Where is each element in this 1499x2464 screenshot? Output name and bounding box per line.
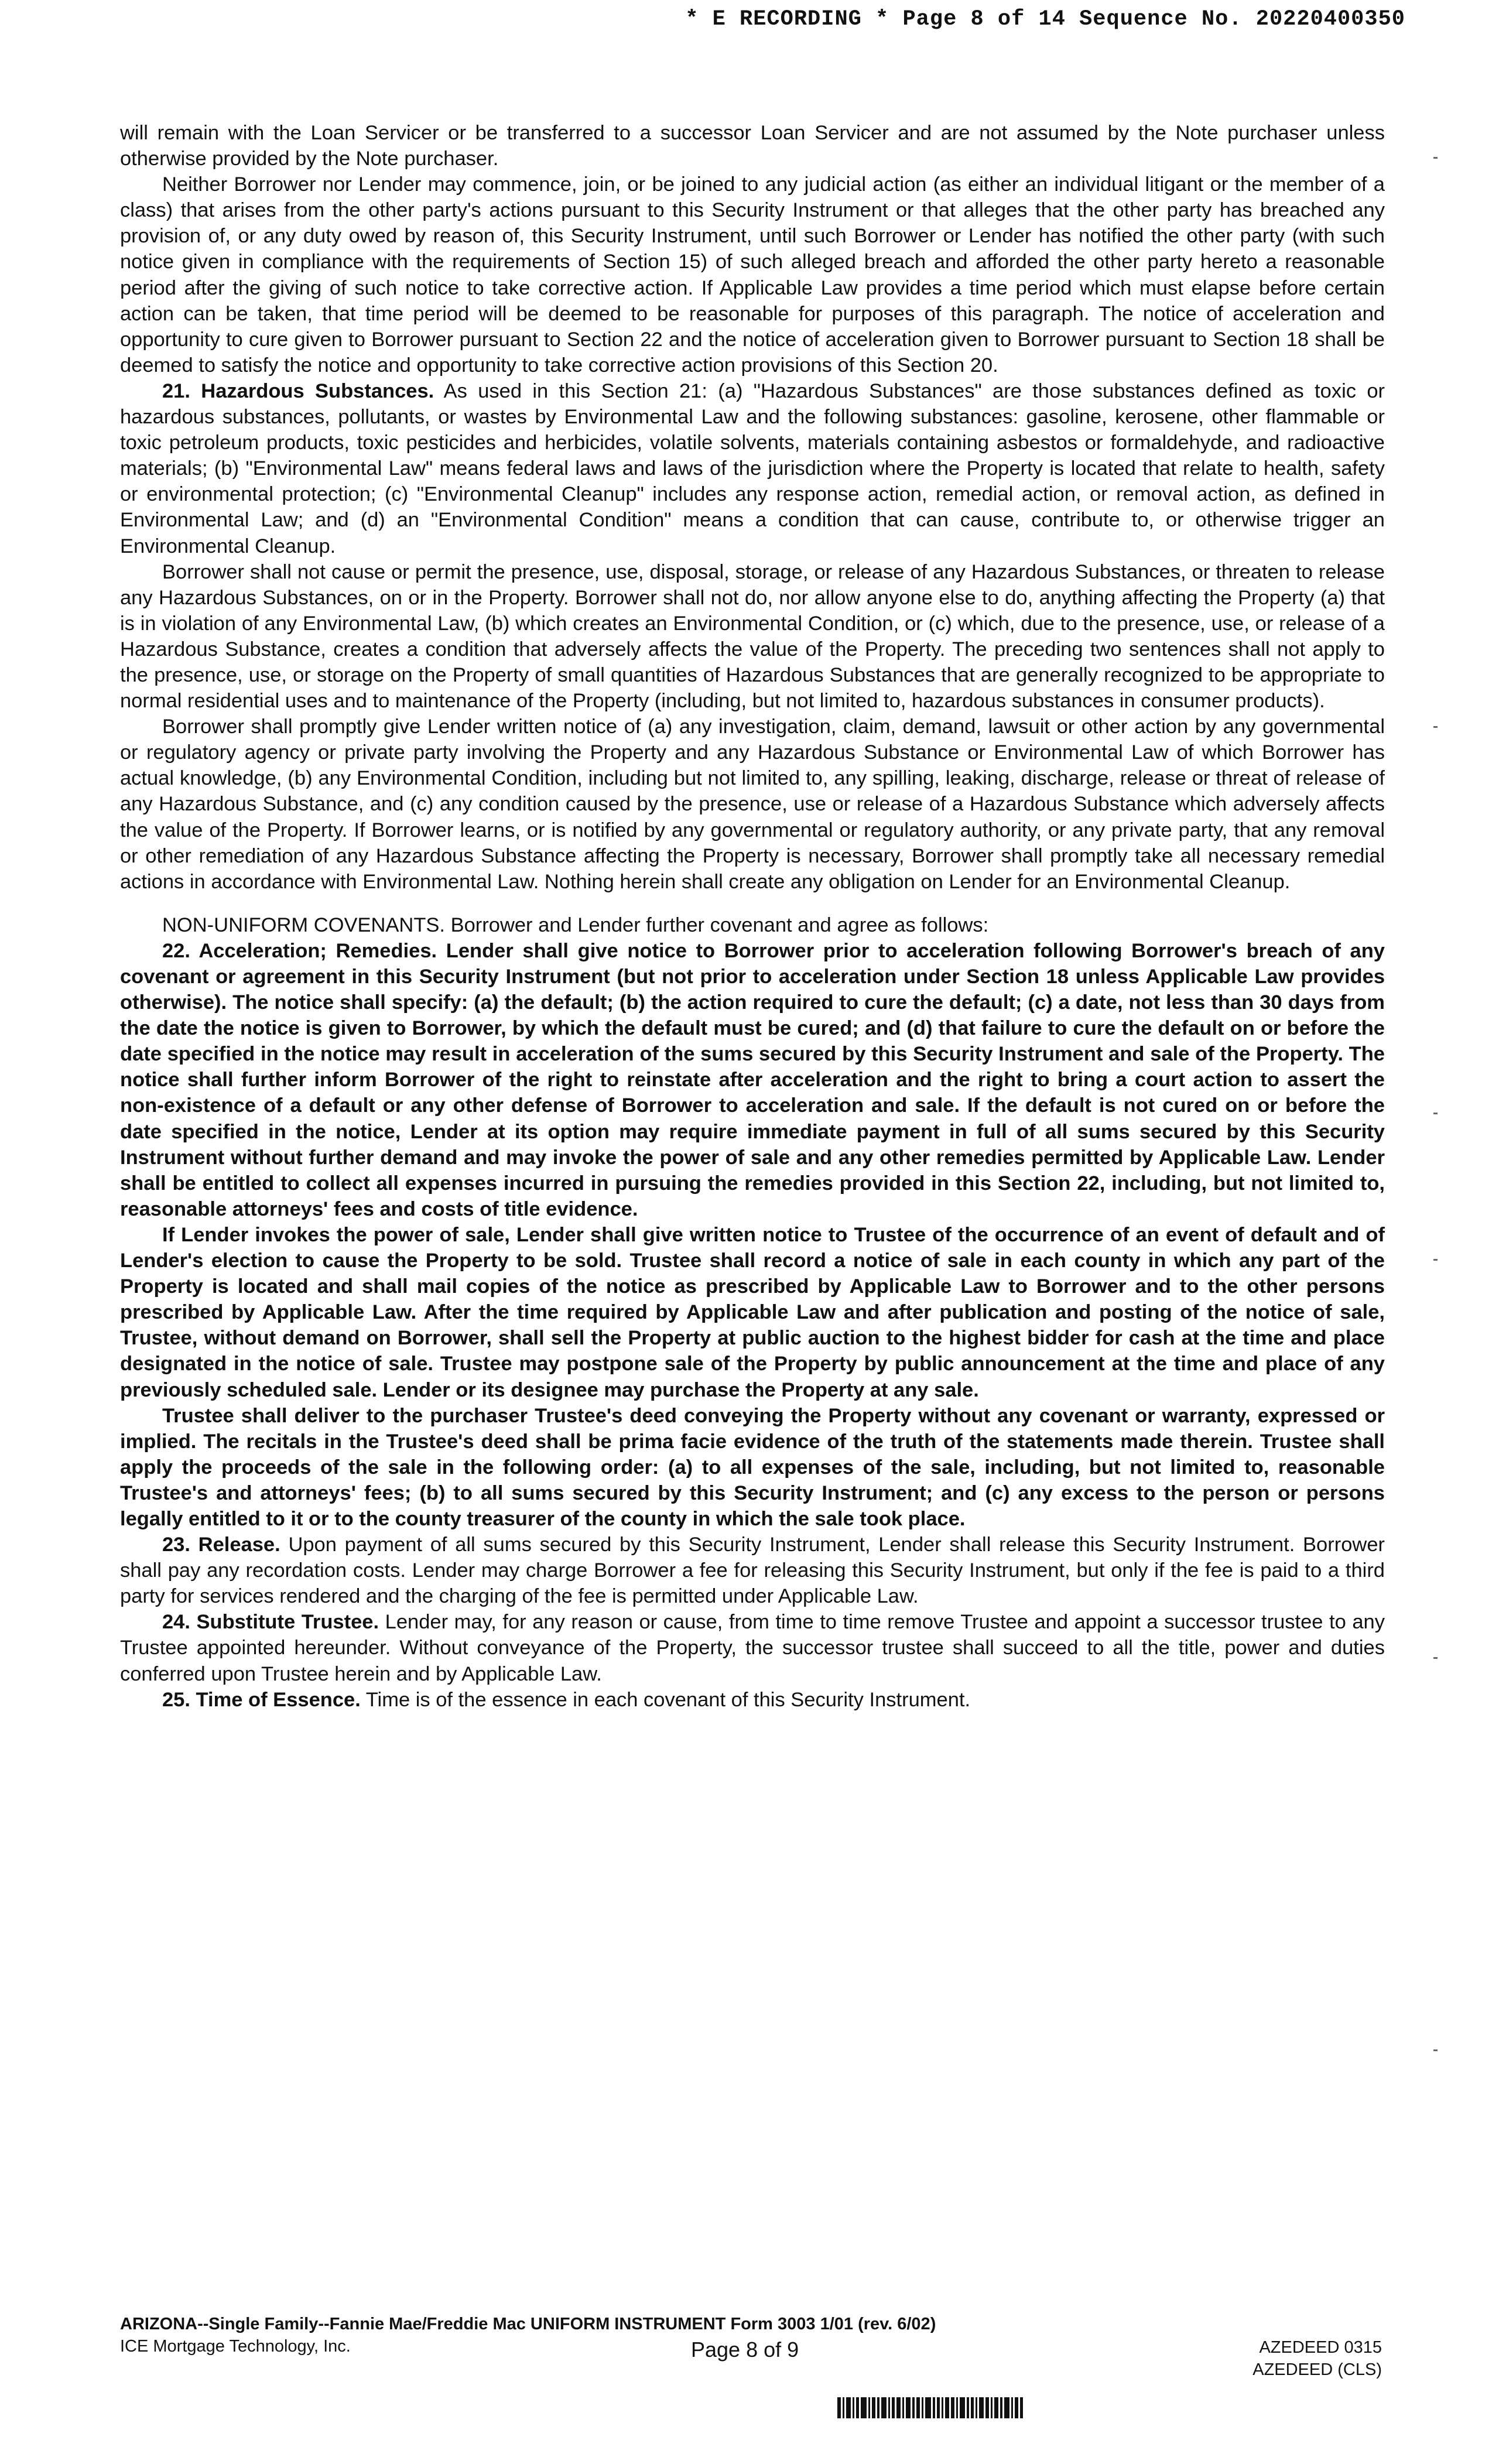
section-24-text: Lender may, for any reason or cause, from time to time remove Trustee and appoint a successor trustee to any Trustee appointed hereunder. Without conveyance of the Property, the successor trustee shall succeed to all the title, power and duties conferred upon Trustee herein and by Applicable Law. — [120, 1611, 1385, 1685]
section-21-heading: 21. Hazardous Substances. — [162, 379, 434, 402]
footer-form-info — [120, 2313, 936, 2357]
recording-header: * E RECORDING * Page 8 of 14 Sequence No. 20220400350 — [685, 7, 1405, 32]
footer-form-codes — [1252, 2336, 1382, 2381]
footer-company: ICE Mortgage Technology, Inc. — [120, 2337, 351, 2356]
section-23-text: Upon payment of all sums secured by this Security Instrument, Lender shall release this Security Instrument. Borrower shall pay any recordation costs. Lender may charge Borrower a fee for releasing this Security Instrument, but only if the fee is paid to a third party for services rendered and the charging of the fee is permitted under Applicable Law. — [120, 1534, 1385, 1608]
section-22-power-of-sale: If Lender invokes the power of sale, Lender shall give written notice to Trustee of the occurrence of an event of default and of Lender's election to cause the Property to be sold. Trustee shall record a notice of sale in each county in which any part of the Property is located and shall mail copies of the notice as prescribed by Applicable Law to Borrower and to the other persons prescribed by Applicable Law. After the time required by Applicable Law and after publication and posting of the notice of sale, Trustee, without demand on Borrower, shall sell the Property at public auction to the highest bidder for cash at the time and place designated in the notice of sale. Trustee may postpone sale of the Property by public announcement at the time and place of any previously scheduled sale. Lender or its designee may purchase the Property at any sale. — [120, 1223, 1385, 1401]
section-23-heading: 23. Release. — [162, 1534, 280, 1556]
paragraph-section-20: Neither Borrower nor Lender may commence, join, or be joined to any judicial action (as either an individual litigant or the member of a class) that arises from the other party's actions pursuant to this Security Instrument or that alleges that the other party has breached any provision of, or any duty owed by reason of, this Security Instrument, until such Borrower or Lender has notified the other party (with such notice given in compliance with the requirements of Section 15) of such alleged breach and afforded the other party hereto a reasonable period after the giving of such notice to take corrective action. If Applicable Law provides a time period which must elapse before certain action can be taken, that time period will be deemed to be reasonable for purposes of this paragraph. The notice of acceleration and opportunity to cure given to Borrower pursuant to Section 22 and the notice of acceleration given to Borrower pursuant to Section 18 shall be deemed to satisfy the notice and opportunity to take corrective action provisions of this Section 20. — [120, 173, 1385, 377]
paragraph-hazard-3: Borrower shall promptly give Lender written notice of (a) any investigation, claim, demand, lawsuit or other action by any governmental or regulatory agency or private party involving the Property and any Hazardous Substance or Environmental Law of which Borrower has actual knowledge, (b) any Environmental Condition, including but not limited to, any spilling, leaking, discharge, release or threat of release of any Hazardous Substance, and (c) any condition caused by the presence, use or release of a Hazardous Substance which adversely affects the value of the Property. If Borrower learns, or is notified by any governmental or regulatory authority, or any private party, that any removal or other remediation of any Hazardous Substance affecting the Property is necessary, Borrower shall promptly take all necessary remedial actions in accordance with Environmental Law. Nothing herein shall create any obligation on Lender for an Environmental Cleanup. — [120, 716, 1385, 893]
section-25-text: Time is of the essence in each covenant of this Security Instrument. — [360, 1688, 971, 1711]
barcode — [837, 2397, 1031, 2418]
section-25-heading: 25. Time of Essence. — [162, 1688, 361, 1711]
paragraph-hazard-2: Borrower shall not cause or permit the presence, use, disposal, storage, or release of any Hazardous Substances, or threaten to release any Hazardous Substances, on or in the Property. Borrower shall not do, nor allow anyone else to do, anything affecting the Property (a) that is in violation of any Environmental Law, (b) which creates an Environmental Condition, or (c) which, due to the presence, use, or release of a Hazardous Substance, creates a condition that adversely affects the value of the Property. The preceding two sentences shall not apply to the presence, use, or storage on the Property of small quantities of Hazardous Substances that are generally recognized to be appropriate to normal residential uses and to maintenance of the Property (including, but not limited to, hazardous substances in consumer products). — [120, 560, 1385, 713]
non-uniform-covenants: NON-UNIFORM COVENANTS. Borrower and Lender further covenant and agree as follows: — [162, 913, 989, 936]
paragraph-continued: will remain with the Loan Servicer or be transferred to a successor Loan Servicer and are not assumed by the Note purchaser unless otherwise provided by the Note purchaser. — [120, 122, 1385, 170]
document-body — [120, 120, 1385, 1713]
section-24-heading: 24. Substitute Trustee. — [162, 1611, 379, 1634]
section-21 — [120, 378, 1385, 559]
section-22: 22. Acceleration; Remedies. Lender shall give notice to Borrower prior to acceleration following Borrower's breach of any covenant or agreement in this Security Instrument (but not prior to acceleration under Section 18 unless Applicable Law provides otherwise). The notice shall specify: (a) the default; (b) the action required to cure the default; (c) a date, not less than 30 days from the date the notice is given to Borrower, by which the default must be cured; and (d) that failure to cure the default on or before the date specified in the notice may result in acceleration of the sums secured by this Security Instrument and sale of the Property. The notice shall further inform Borrower of the right to reinstate after acceleration and the right to bring a court action to assert the non-existence of a default or any other defense of Borrower to acceleration and sale. If the default is not cured on or before the date specified in the notice, Lender at its option may require immediate payment in full of all sums secured by this Security Instrument without further demand and may invoke the power of sale and any other remedies permitted by Applicable Law. Lender shall be entitled to collect all expenses incurred in pursuing the remedies provided in this Section 22, including, but not limited to, reasonable attorneys' fees and costs of title evidence. — [120, 939, 1385, 1220]
section-24 — [120, 1609, 1385, 1686]
footer-page-number: Page 8 of 9 — [691, 2338, 799, 2362]
section-21-text: As used in this Section 21: (a) "Hazardous Substances" are those substances defined as toxic or hazardous substances, pollutants, or wastes by Environmental Law and the following substances: gasoline, kerosene, other flammable or toxic petroleum products, toxic pesticides and herbicides, volatile solvents, materials containing asbestos or formaldehyde, and radioactive materials; (b) "Environmental Law" means federal laws and laws of the jurisdiction where the Property is located that relate to health, safety or environmental protection; (c) "Environmental Cleanup" includes any response action, remedial action, or removal action, as defined in Environmental Law; and (d) an "Environmental Condition" means a condition that can cause, contribute to, or otherwise trigger an Environmental Cleanup. — [120, 379, 1385, 557]
section-22-trustee-deed: Trustee shall deliver to the purchaser Trustee's deed conveying the Property without any covenant or warranty, expressed or implied. The recitals in the Trustee's deed shall be prima facie evidence of the truth of the statements made therein. Trustee shall apply the proceeds of the sale in the following order: (a) to all expenses of the sale, including, but not limited to, reasonable Trustee's and attorneys' fees; (b) to all sums secured by this Security Instrument; and (c) any excess to the person or persons legally entitled to it or to the county treasurer of the county in which the sale took place. — [120, 1404, 1385, 1530]
section-25 — [120, 1687, 1385, 1713]
footer-form-line: ARIZONA--Single Family--Fannie Mae/Freddie Mac UNIFORM INSTRUMENT Form 3003 1/01 (rev. 6/02) — [120, 2315, 936, 2333]
section-23 — [120, 1532, 1385, 1609]
footer-code-2: AZEDEED (CLS) — [1252, 2360, 1382, 2379]
margin-ticks — [1433, 0, 1445, 2464]
footer-code-1: AZEDEED 0315 — [1259, 2338, 1382, 2357]
